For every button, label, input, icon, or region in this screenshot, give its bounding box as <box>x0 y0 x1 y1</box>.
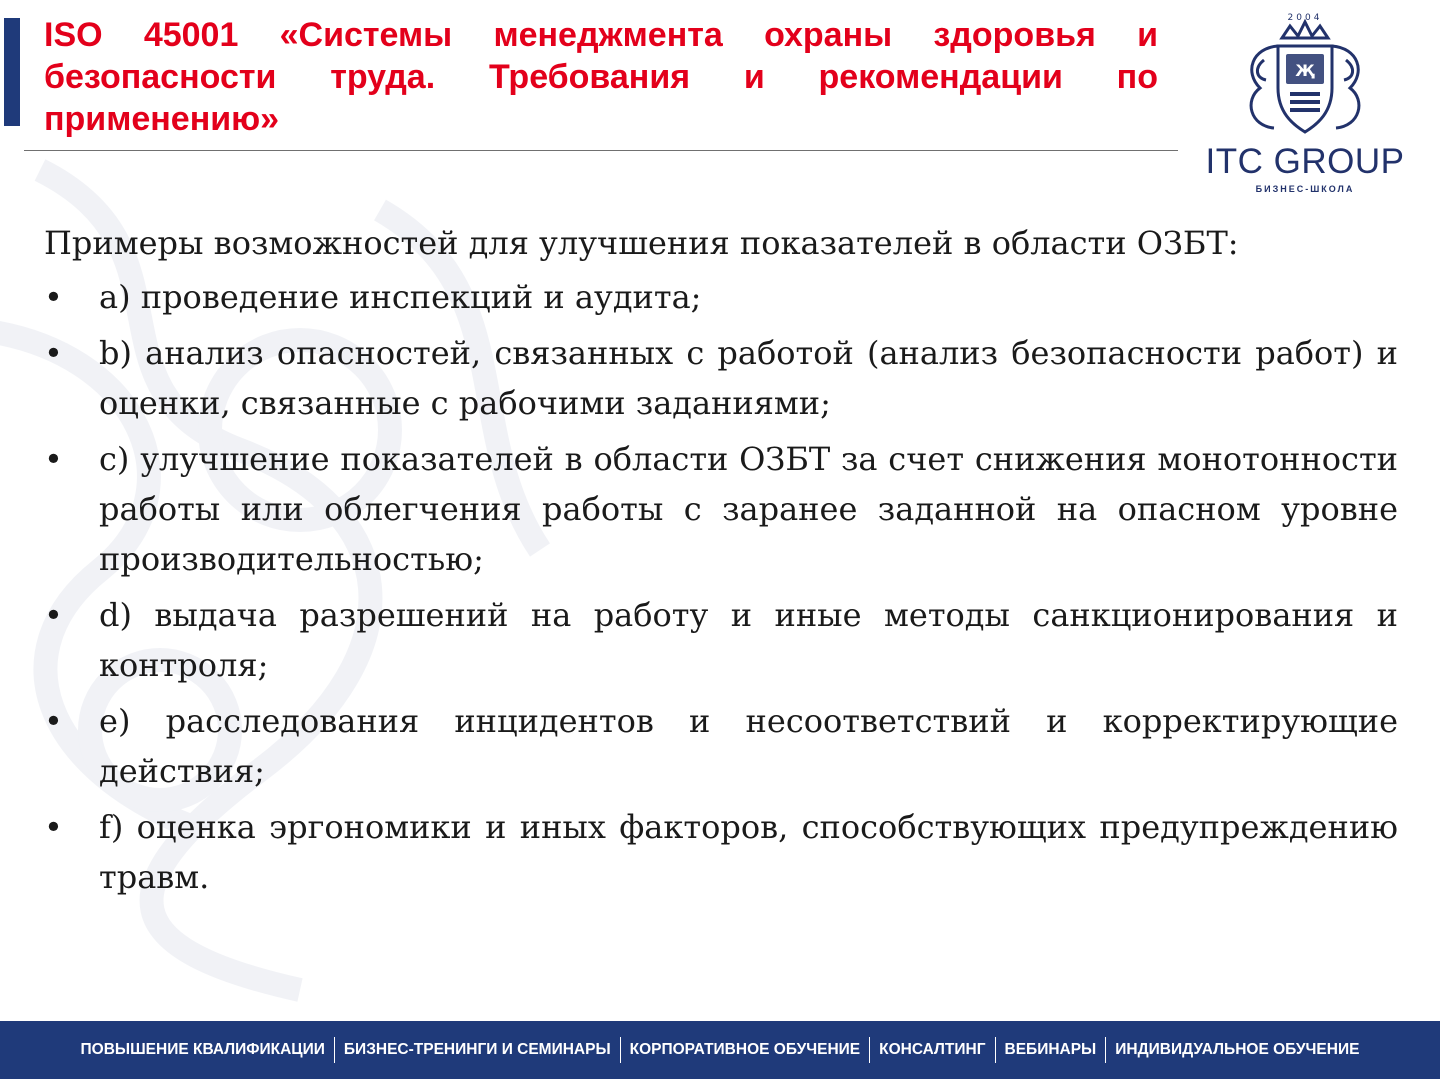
list-item-text: f) оценка эргономики и иных факторов, способствующих предупреждению травм. <box>99 808 1398 896</box>
footer-link-corporate[interactable]: КОРПОРАТИВНОЕ ОБУЧЕНИЕ <box>629 1041 861 1058</box>
crest-icon <box>1230 8 1380 138</box>
slide-title: ISO 45001 «Системы менеджмента охраны здоровья и безопасности труда. Требования и рекомендации по применению» <box>44 16 1158 138</box>
list-item-text: a) проведение инспекций и аудита; <box>99 278 702 316</box>
footer-link-webinars[interactable]: ВЕБИНАРЫ <box>1004 1041 1097 1058</box>
logo-subtitle: БИЗНЕС-ШКОЛА <box>1255 184 1355 194</box>
footer-link-qualification[interactable]: ПОВЫШЕНИЕ КВАЛИФИКАЦИИ <box>80 1041 325 1058</box>
bullet-icon: • <box>44 702 63 740</box>
footer-nav <box>0 1021 1440 1079</box>
bullet-icon: • <box>44 596 63 634</box>
itc-group-logo <box>1200 8 1410 194</box>
list-item <box>44 696 1398 796</box>
bullet-icon: • <box>44 278 63 316</box>
list-item-text: c) улучшение показателей в области ОЗБТ за счет снижения монотонности работы или облегчения работы с заранее заданной на опасном уровне производительностью; <box>99 440 1398 578</box>
list-item <box>44 272 1398 322</box>
slide-body <box>44 218 1398 908</box>
footer-link-consulting[interactable]: КОНСАЛТИНГ <box>879 1041 986 1058</box>
list-item-text: e) расследования инцидентов и несоответствий и корректирующие действия; <box>99 702 1398 790</box>
svg-text:Җ: Җ <box>1295 61 1315 80</box>
logo-year: 2004 <box>1287 13 1323 23</box>
intro-text: Примеры возможностей для улучшения показателей в области ОЗБТ: <box>44 224 1239 262</box>
list-item <box>44 802 1398 902</box>
footer-link-trainings[interactable]: БИЗНЕС-ТРЕНИНГИ И СЕМИНАРЫ <box>343 1041 611 1058</box>
footer-link-individual[interactable]: ИНДИВИДУАЛЬНОЕ ОБУЧЕНИЕ <box>1115 1041 1360 1058</box>
logo-name: ITC GROUP <box>1205 142 1405 181</box>
bullet-icon: • <box>44 334 63 372</box>
list-item <box>44 328 1398 428</box>
title-accent-bar <box>4 18 20 126</box>
bullet-icon: • <box>44 808 63 846</box>
list-item-text: d) выдача разрешений на работу и иные методы санкционирования и контроля; <box>99 596 1398 684</box>
title-divider <box>24 150 1178 151</box>
list-item <box>44 590 1398 690</box>
list-item-text: b) анализ опасностей, связанных с работой (анализ безопасности работ) и оценки, связанные с рабочими заданиями; <box>99 334 1398 422</box>
bullet-icon: • <box>44 440 63 478</box>
improvement-list <box>44 272 1398 902</box>
list-item <box>44 434 1398 584</box>
